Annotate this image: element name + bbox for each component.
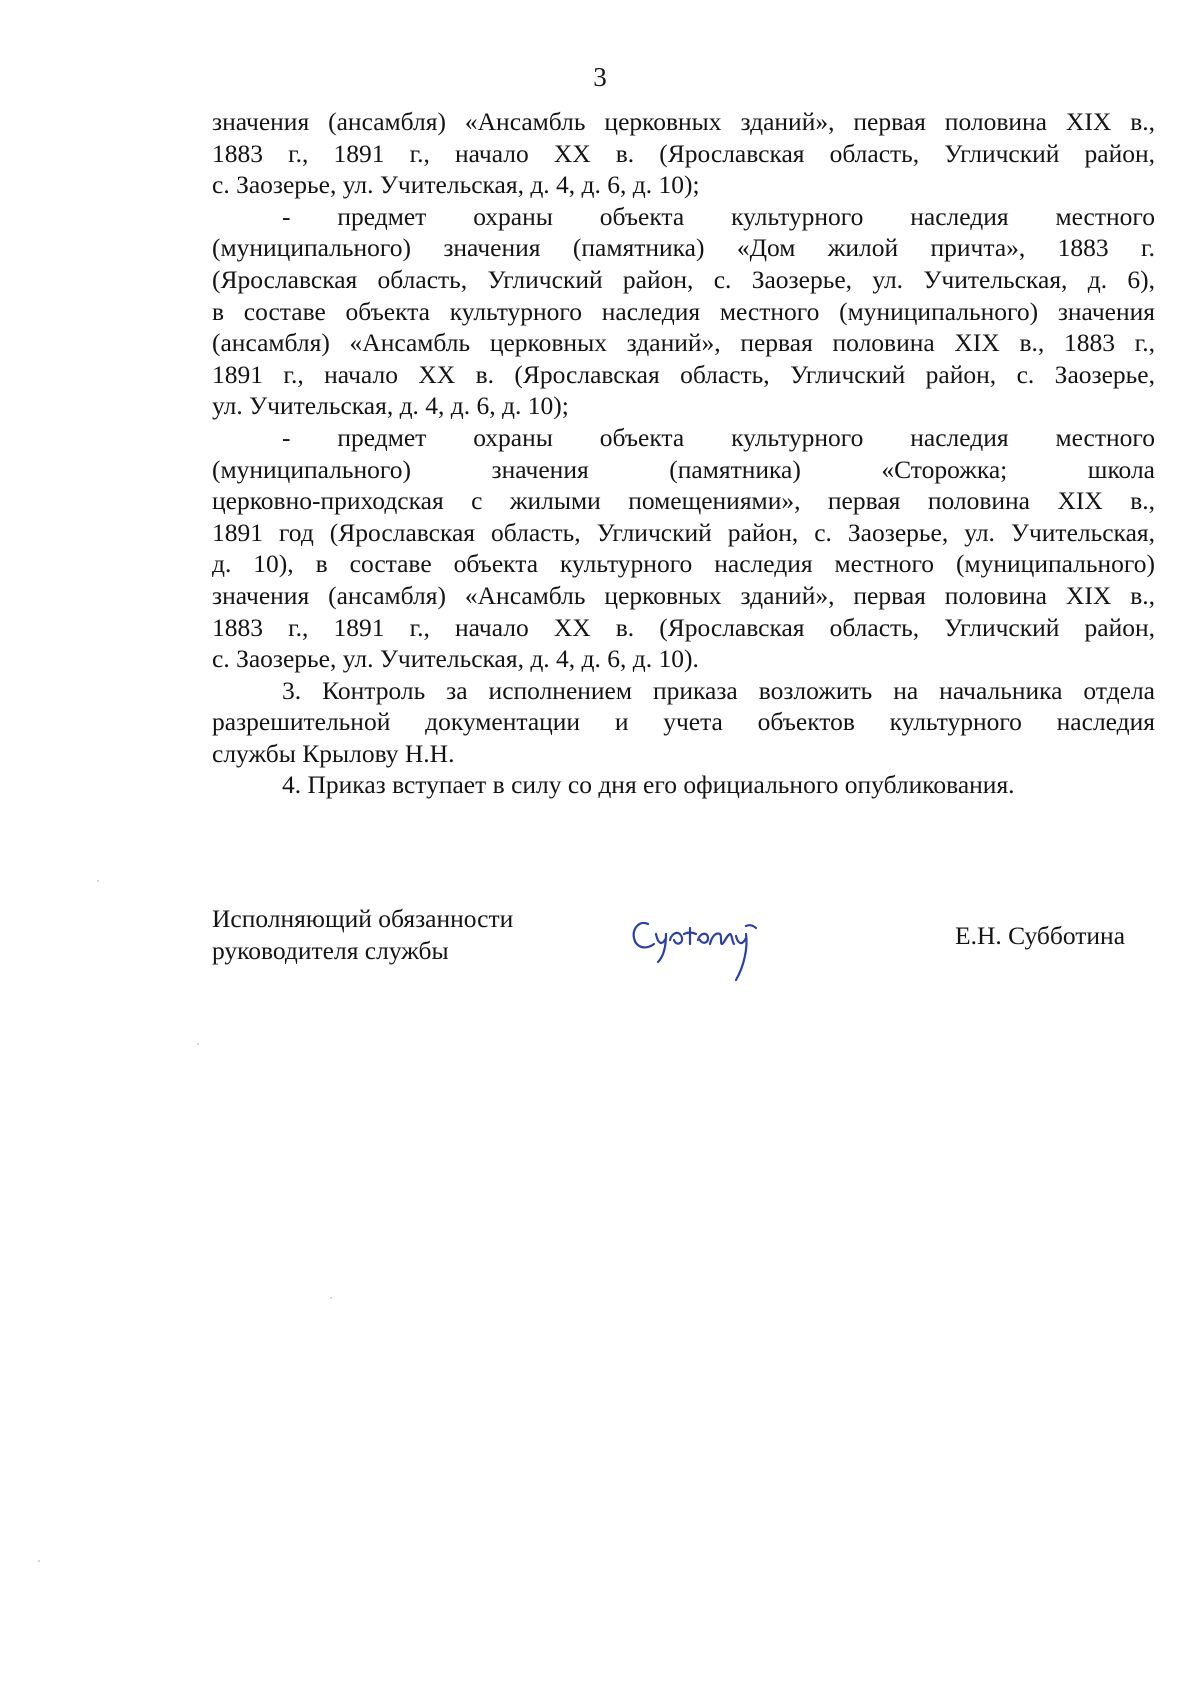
position-title-line: руководителя службы [212, 935, 449, 965]
text-line: д. 10), в составе объекта культурного наследия местного (муниципального) [212, 549, 1155, 579]
document-body [212, 106, 1155, 801]
text-line: с. Заозерье, ул. Учительская, д. 4, д. 6, д. 10). [212, 644, 699, 674]
paragraph-continuation [212, 106, 1155, 201]
text-line: - предмет охраны объекта культурного наследия местного [282, 422, 1155, 452]
page-number: 3 [593, 62, 607, 92]
text-line: с. Заозерье, ул. Учительская, д. 4, д. 6, д. 10); [212, 170, 700, 200]
text-line: 1891 год (Ярославская область, Угличский район, с. Заозерье, ул. Учительская, [212, 517, 1155, 547]
text-line: 3. Контроль за исполнением приказа возложить на начальника отдела [282, 675, 1155, 705]
text-line: значения (ансамбля) «Ансамбль церковных зданий», первая половина XIX в., [212, 107, 1155, 136]
text-line: службы Крылову Н.Н. [212, 738, 455, 768]
text-line: - предмет охраны объекта культурного наследия местного [282, 201, 1155, 231]
text-line: церковно-приходская с жилыми помещениями», первая половина XIX в., [212, 486, 1155, 516]
text-line: (муниципального) значения (памятника) «Сторожка; школа [212, 454, 1155, 484]
text-line: ул. Учительская, д. 4, д. 6, д. 10); [212, 391, 569, 421]
text-line: 1891 г., начало XX в. (Ярославская область, Угличский район, с. Заозерье, [212, 359, 1155, 389]
signatory-position [212, 903, 513, 966]
signer-name: Е.Н. Субботина [955, 921, 1126, 950]
handwritten-signature [626, 904, 776, 984]
scan-speck [97, 880, 99, 882]
text-line: разрешительной документации и учета объектов культурного наследия [212, 707, 1155, 737]
text-line: (Ярославская область, Угличский район, с. Заозерье, ул. Учительская, д. 6), [212, 264, 1155, 294]
text-line: 4. Приказ вступает в силу со дня его официального опубликования. [282, 770, 1015, 800]
paragraph-protection-subject-house [212, 201, 1155, 422]
scan-speck [197, 1043, 199, 1045]
paragraph-control-clause [212, 675, 1155, 770]
text-line: в составе объекта культурного наследия местного (муниципального) значения [212, 296, 1155, 326]
paragraph-protection-subject-school [212, 422, 1155, 675]
text-line: (ансамбля) «Ансамбль церковных зданий», первая половина XIX в., 1883 г., [212, 328, 1155, 358]
text-line: значения (ансамбля) «Ансамбль церковных зданий», первая половина XIX в., [212, 580, 1155, 610]
scan-speck [330, 1297, 332, 1299]
scan-speck [38, 1560, 40, 1562]
text-line: 1883 г., 1891 г., начало XX в. (Ярославская область, Угличский район, [212, 138, 1155, 168]
position-title-line: Исполняющий обязанности [212, 904, 514, 933]
text-line: (муниципального) значения (памятника) «Дом жилой причта», 1883 г. [212, 233, 1155, 263]
text-line: 1883 г., 1891 г., начало XX в. (Ярославская область, Угличский район, [212, 612, 1155, 642]
paragraph-effective-clause [212, 769, 1155, 801]
